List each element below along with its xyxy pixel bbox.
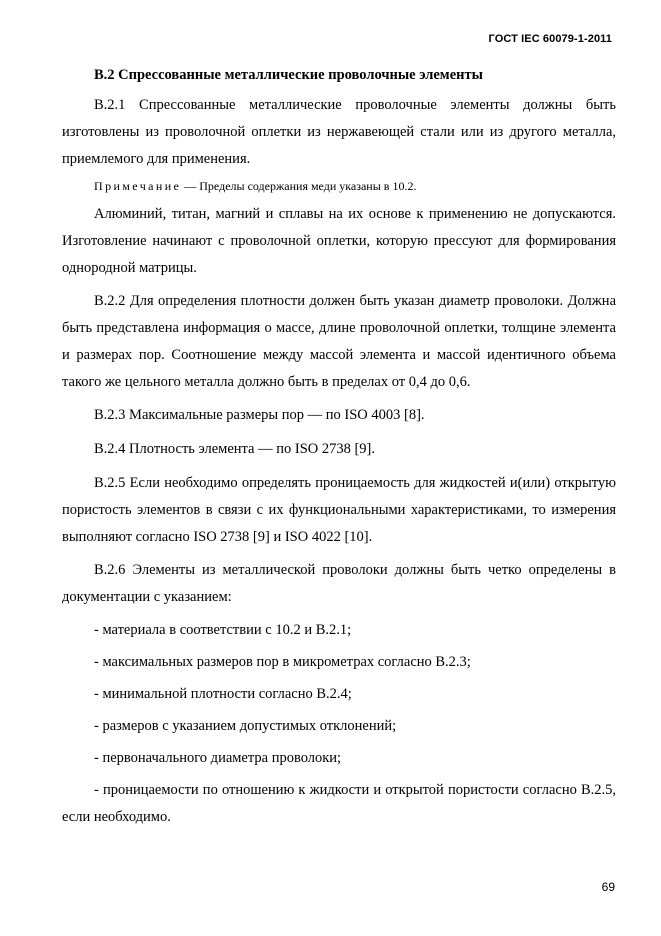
paragraph-b22: В.2.2 Для определения плотности должен быть указан диаметр проволоки. Должна быть представлена информация о массе, длине проволочной оплетки, толщине элемента и размерах пор. Соотношение между массой элемента и массой идентичного объема такого же цельного металла должно быть в пределах от 0,4 до 0,6. xyxy=(62,293,616,390)
paragraph-b26: В.2.6 Элементы из металлической проволоки должны быть четко определены в документации с указанием: xyxy=(62,562,616,605)
note-text: — Пределы содержания меди указаны в 10.2. xyxy=(181,179,417,193)
paragraph-b24: В.2.4 Плотность элемента — по ISO 2738 [9]. xyxy=(94,441,376,457)
list-item: - максимальных размеров пор в микрометрах согласно В.2.3; xyxy=(94,654,471,670)
list-item: - минимальной плотности согласно В.2.4; xyxy=(94,686,352,702)
list-item: - материала в соответствии с 10.2 и В.2.1; xyxy=(94,622,352,638)
paragraph-b23: В.2.3 Максимальные размеры пор — по ISO 4003 [8]. xyxy=(94,407,425,423)
list-item: - проницаемости по отношению к жидкости и открытой пористости согласно В.2.5, если необходимо. xyxy=(62,782,616,825)
paragraph-b25: В.2.5 Если необходимо определять проницаемость для жидкостей и(или) открытую пористость элементов в связи с их функциональными характеристиками, то измерения выполняют согласно ISO 2738 [9] и ISO 4022 [10]. xyxy=(62,475,616,545)
requirements-list xyxy=(62,617,616,831)
note xyxy=(62,175,616,197)
list-item: - размеров с указанием допустимых отклонений; xyxy=(94,718,397,734)
note-label: Примечание xyxy=(94,179,182,193)
page-content xyxy=(62,64,616,836)
paragraph-b21: В.2.1 Спрессованные металлические проволочные элементы должны быть изготовлены из проволочной оплетки из нержавеющей стали или из другого металла, приемлемого для применения. xyxy=(62,97,616,167)
section-heading: В.2 Спрессованные металлические проволочные элементы xyxy=(94,67,483,83)
paragraph-aluminium: Алюминий, титан, магний и сплавы на их основе к применению не допускаются. Изготовление начинают с проволочной оплетки, которую прессуют для формирования однородной матрицы. xyxy=(62,206,616,276)
page-number: 69 xyxy=(601,880,615,894)
list-item: - первоначального диаметра проволоки; xyxy=(94,750,342,766)
document-standard-header: ГОСТ IEC 60079-1-2011 xyxy=(488,33,612,45)
